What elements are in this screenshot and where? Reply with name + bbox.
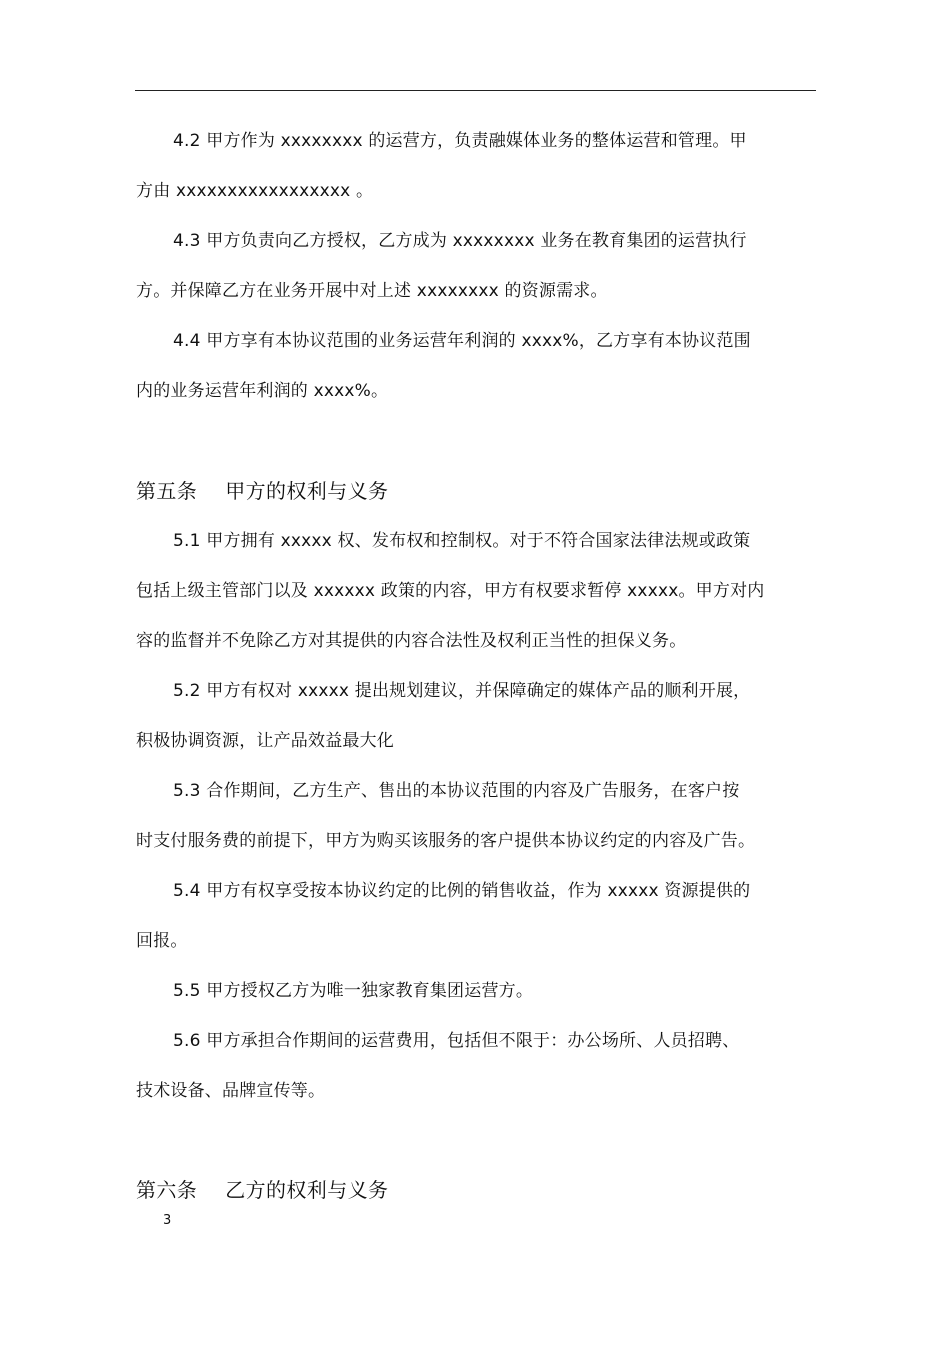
clause-5-1-line-2: 包括上级主管部门以及 xxxxxx 政策的内容，甲方有权要求暂停 xxxxx。甲方对内 [136,581,765,601]
article-5-heading [136,477,388,505]
article-6-heading [136,1176,388,1204]
article-6-number: 第六条 [136,1178,198,1202]
clause-5-3-line-1: 5.3 合作期间，乙方生产、售出的本协议范围的内容及广告服务，在客户按 [173,781,740,801]
clause-4-4-line-1: 4.4 甲方享有本协议范围的业务运营年利润的 xxxx%，乙方享有本协议范围 [173,331,751,351]
article-5-number: 第五条 [136,479,198,503]
clause-4-2-line-1: 4.2 甲方作为 xxxxxxxx 的运营方，负责融媒体业务的整体运营和管理。甲 [173,131,747,151]
article-6-title: 乙方的权利与义务 [225,1178,389,1202]
clause-5-4-line-2: 回报。 [136,931,188,951]
page-number: 3 [163,1213,172,1228]
clause-4-3-line-1: 4.3 甲方负责向乙方授权，乙方成为 xxxxxxxx 业务在教育集团的运营执行 [173,231,747,251]
article-5-title: 甲方的权利与义务 [225,479,389,503]
clause-5-2-line-2: 积极协调资源，让产品效益最大化 [136,731,394,751]
clause-5-1-line-1: 5.1 甲方拥有 xxxxx 权、发布权和控制权。对于不符合国家法律法规或政策 [173,531,751,551]
clause-4-2-line-2: 方由 xxxxxxxxxxxxxxxxx 。 [136,181,374,201]
header-rule [135,90,816,91]
clause-4-3-line-2: 方。并保障乙方在业务开展中对上述 xxxxxxxx 的资源需求。 [136,281,608,301]
clause-5-6-line-2: 技术设备、品牌宣传等。 [136,1081,326,1101]
clause-5-3-line-2: 时支付服务费的前提下，甲方为购买该服务的客户提供本协议约定的内容及广告。 [136,831,756,851]
clause-5-5-line-1: 5.5 甲方授权乙方为唯一独家教育集团运营方。 [173,981,534,1001]
clause-5-2-line-1: 5.2 甲方有权对 xxxxx 提出规划建议，并保障确定的媒体产品的顺利开展， [173,681,751,701]
clause-4-4-line-2: 内的业务运营年利润的 xxxx%。 [136,381,389,401]
clause-5-4-line-1: 5.4 甲方有权享受按本协议约定的比例的销售收益，作为 xxxxx 资源提供的 [173,881,751,901]
clause-5-6-line-1: 5.6 甲方承担合作期间的运营费用，包括但不限于：办公场所、人员招聘、 [173,1031,740,1051]
clause-5-1-line-3: 容的监督并不免除乙方对其提供的内容合法性及权利正当性的担保义务。 [136,631,687,651]
